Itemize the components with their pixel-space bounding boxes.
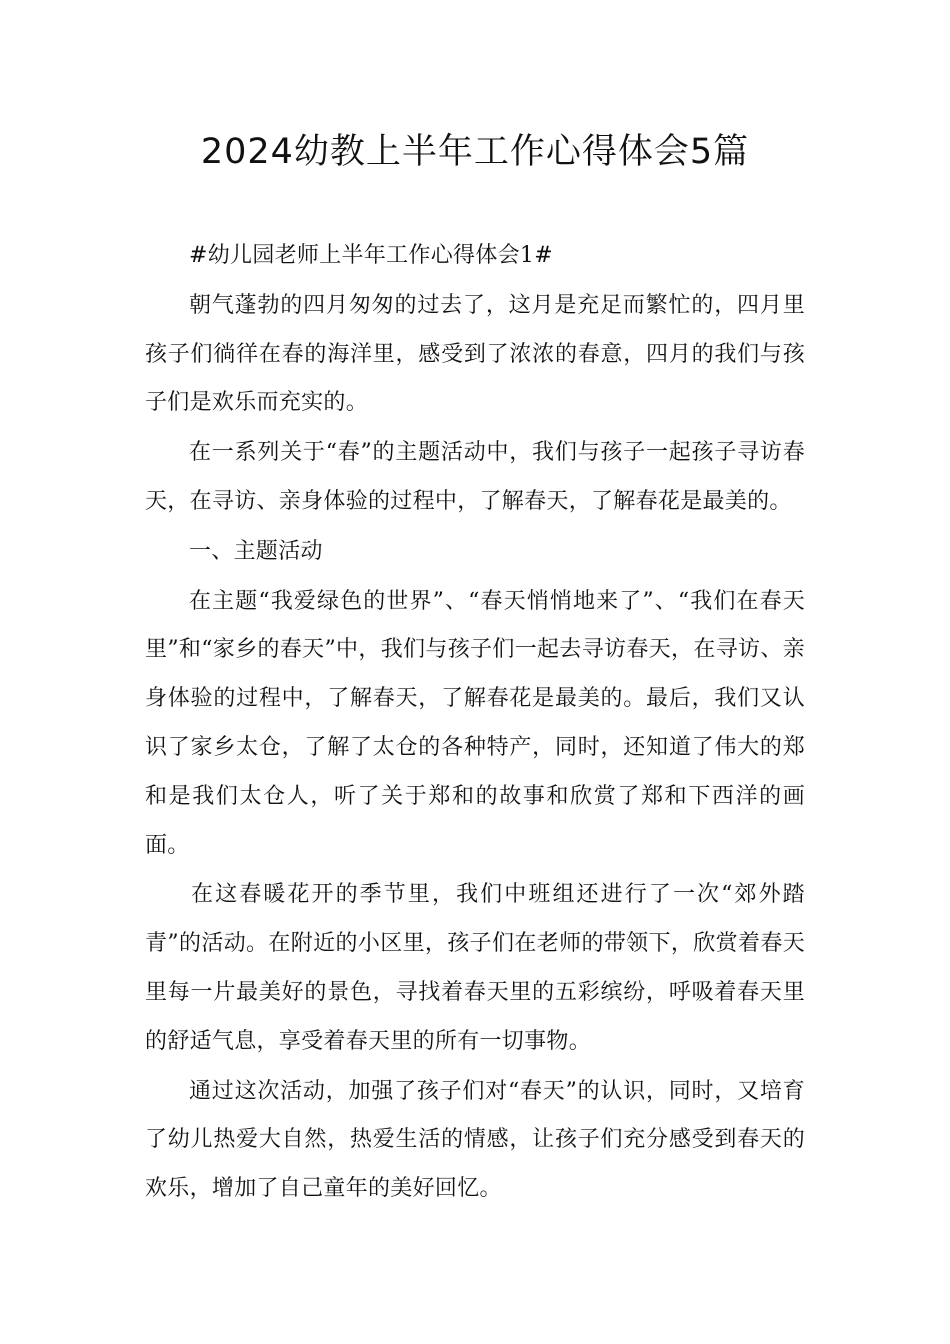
paragraph-1: 朝气蓬勃的四月匆匆的过去了，这月是充足而繁忙的，四月里孩子们徜徉在春的海洋里，感受到了浓浓的春意，四月的我们与孩子们是欢乐而充实的。 bbox=[145, 292, 805, 416]
document-body bbox=[145, 232, 805, 1215]
section-heading-1: #幼儿园老师上半年工作心得体会1# bbox=[189, 243, 553, 268]
paragraph-5: 通过这次活动，加强了孩子们对“春天”的认识，同时，又培育了幼儿热爱大自然，热爱生活的情感，让孩子们充分感受到春天的欢乐，增加了自己童年的美好回忆。 bbox=[145, 1078, 805, 1202]
document-title: 2024幼教上半年工作心得体会5篇 bbox=[200, 132, 750, 172]
paragraph-4: 在这春暖花开的季节里，我们中班组还进行了一次“郊外踏青”的活动。在附近的小区里，孩子们在老师的带领下，欣赏着春天里每一片最美好的景色，寻找着春天里的五彩缤纷，呼吸着春天里的舒适气息，享受着春天里的所有一切事物。 bbox=[145, 882, 805, 1054]
paragraph-2: 在一系列关于“春”的主题活动中，我们与孩子一起孩子寻访春天，在寻访、亲身体验的过程中，了解春天，了解春花是最美的。 bbox=[145, 440, 805, 514]
section-heading-theme-activities: 一、主题活动 bbox=[189, 538, 323, 564]
paragraph-3: 在主题“我爱绿色的世界”、“春天悄悄地来了”、“我们在春天里”和“家乡的春天”中，我们与孩子们一起去寻访春天，在寻访、亲身体验的过程中，了解春天，了解春花是最美的。最后，我们又认识了家乡太仓，了解了太仓的各种特产，同时，还知道了伟大的郑和是我们太仓人，听了关于郑和的故事和欣赏了郑和下西洋的画面。 bbox=[145, 588, 805, 858]
